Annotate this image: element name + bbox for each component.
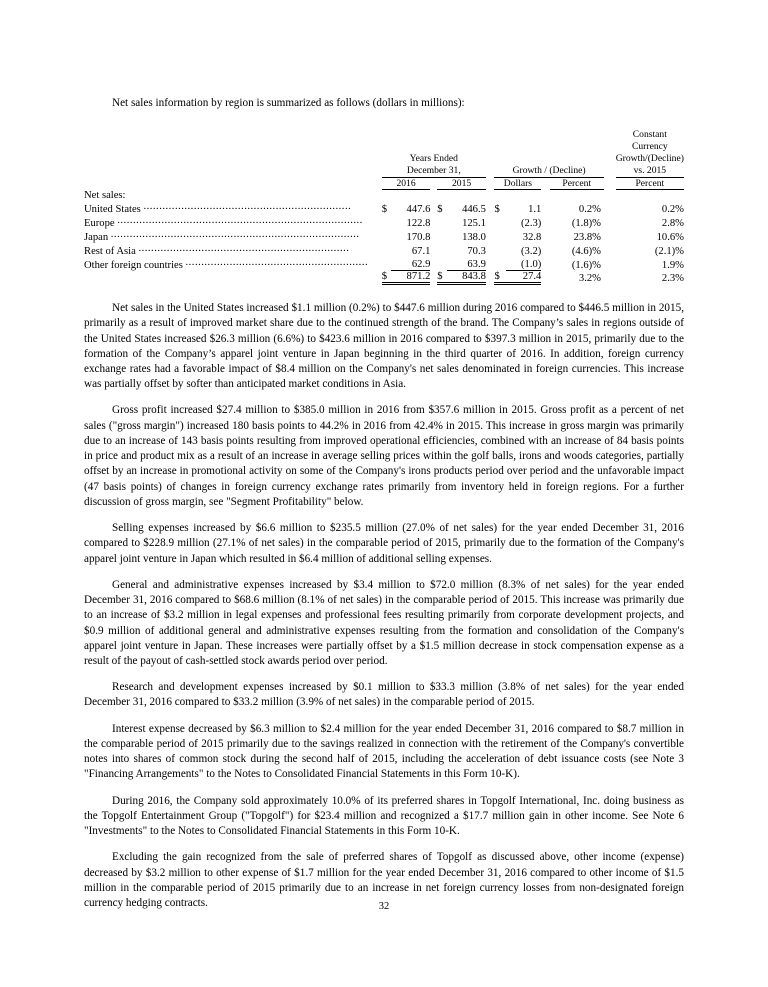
row-label: Other foreign countries .......................................................... [84,256,369,271]
leader-dots: ................................................................... [138,242,350,254]
row-label: Japan ............................................................................... [84,228,360,243]
total-2015-currency: $ [437,271,446,284]
cell-percent-symbol: % [592,217,601,229]
paragraph-research-development: Research and development expenses increased by $0.1 million to $33.3 million (3.8% of net sales) for the year ended December 31, 2016 compared to $33.2 million (3.9% of net sales) in the comparable period of 2015. [84,681,684,709]
cell-2015-currency [437,243,446,257]
header-col-2016: 2016 [382,178,431,190]
cell-percent-symbol: % [592,203,601,215]
total-percent-symbol: % [592,272,601,284]
cell-2016: 62.9 [391,257,430,271]
cell-percent: (4.6) [571,245,593,257]
table-row [84,243,684,257]
header-col-percent: Percent [550,178,604,190]
net-sales-by-region-table [84,129,684,285]
header-years-ended: Years Ended December 31, [406,153,461,177]
cell-2016: 447.6 [406,203,431,215]
cell-2015: 63.9 [447,257,486,271]
cell-dollars: 1.1 [528,203,542,215]
cell-dollars: (2.3) [521,217,542,229]
cell-percent: 0.2 [578,203,593,215]
cell-2016: 67.1 [411,245,431,257]
paragraph-net-sales-us: Net sales in the United States increased $1.1 million (0.2%) to $447.6 million during 2016 compared to $446.5 million in 2015, primarily as a result of improved market share due to the continued strength of the brand. The Company’s sales in regions outside of the United States increased $26.3 million (6.6%) to $423.6 million in 2016 compared to $397.3 million in 2015, primarily due to the formation of the Company’s apparel joint venture in Japan beginning in the third quarter of 2016. In addition, foreign currency exchange rates had a favorable impact of $8.4 million on the Company's net sales denominated in foreign currencies. This increase was partially offset by softer than anticipated market conditions in Asia. [84,302,684,391]
cell-cc-percent: 10.6% [656,231,684,243]
header-constant-currency: Constant Currency Growth/(Decline) vs. 2015 [615,129,684,177]
cell-percent: 23.8 [573,231,593,243]
cell-dollars: (1.0) [506,257,542,271]
row-label: United States .................................................................. [84,200,352,215]
total-cc-percent: 2.3% [661,272,684,284]
total-2015: 843.8 [447,271,486,284]
cell-dollars-currency [494,215,505,229]
cell-cc-percent: (2.1)% [654,245,684,257]
header-growth-decline: Growth / (Decline) [512,165,586,177]
cell-2016: 122.8 [406,217,431,229]
paragraph-interest-expense: Interest expense decreased by $6.3 million to $2.4 million for the year ended December 31, 2016 compared to $8.7 million in the comparable period of 2015 primarily due to the savings realized in connection with the retirement of the Company's convertible notes into shares of common stock during the second half of 2015, including the acceleration of debt issuance costs (see Note 3 "Financing Arrangements" to the Notes to Consolidated Financial Statements in this Form 10-K). [84,722,684,781]
cell-2015-currency [437,257,446,271]
cell-percent-symbol: % [592,245,601,257]
cell-dollars: (3.2) [521,245,542,257]
table-row [84,229,684,243]
cell-2015-currency [437,229,446,243]
paragraph-topgolf-sale: During 2016, the Company sold approximately 10.0% of its preferred shares in Topgolf International, Inc. doing business as the Topgolf Entertainment Group ("Topgolf") for $23.4 million and recognized a $17.7 million gain in other income. See Note 6 "Investments" to the Notes to Consolidated Financial Statements in this Form 10-K. [84,794,684,838]
leader-dots: .......................................................... [185,256,369,268]
cell-2015-currency: $ [437,203,443,215]
cell-percent: (1.6) [571,259,593,271]
cell-2015: 138.0 [462,231,486,243]
row-label: Rest of Asia ................................................................... [84,242,350,257]
cell-2015: 125.1 [462,217,486,229]
header-col-2015: 2015 [437,178,486,190]
table-row [84,215,684,229]
leader-dots: .............................................................................. [117,214,363,226]
cell-percent-symbol: % [592,259,601,271]
cell-2016-currency [382,229,391,243]
total-2016: 871.2 [391,271,430,284]
cell-cc-percent: 1.9% [661,259,684,271]
cell-2016-currency [382,257,391,271]
table-row [84,201,684,215]
cell-percent-symbol: % [592,231,601,243]
section-label-net-sales: Net sales: [84,189,126,201]
cell-cc-percent: 2.8% [661,217,684,229]
total-percent: 3.2 [578,272,593,284]
cell-cc-percent: 0.2% [661,203,684,215]
cell-dollars: 32.8 [522,231,542,243]
cell-dollars-currency [494,257,505,271]
cell-2016-currency [382,243,391,257]
cell-dollars-currency [494,229,505,243]
leader-dots: .................................................................. [143,200,352,212]
intro-paragraph: Net sales information by region is summarized as follows (dollars in millions): [112,97,465,109]
leader-dots: ............................................................................... [110,228,360,240]
paragraph-other-income-expense: Excluding the gain recognized from the sale of preferred shares of Topgolf as discussed above, other income (expense) decreased by $3.2 million to other expense of $1.7 million for the year ended December 31, 2016 compared to other income of $1.5 million in the comparable period of 2015 primarily due to an increase in net foreign currency losses from non-designated foreign currency hedging contracts. [84,851,684,910]
total-label [84,271,382,284]
row-label: Europe .............................................................................. [84,214,363,229]
cell-2015-currency [437,215,446,229]
table-section-label-row [84,190,684,201]
cell-2015: 70.3 [467,245,486,257]
cell-dollars-currency: $ [494,203,500,215]
header-col-dollars: Dollars [494,178,541,190]
paragraph-selling-expenses: Selling expenses increased by $6.6 million to $235.5 million (27.0% of net sales) for the year ended December 31, 2016 compared to $228.9 million (27.1% of net sales) in the comparable period of 2015, primarily due to the formation of the Company's apparel joint venture in Japan which resulted in $6.4 million of additional selling expenses. [84,522,684,565]
table-header-group-row [84,129,684,177]
table-header-sub-row [84,178,684,190]
paragraph-general-administrative: General and administrative expenses increased by $3.4 million to $72.0 million (8.3% of net sales) for the year ended December 31, 2016 compared to $68.6 million (8.1% of net sales) in the comparable period of 2015. This increase was primarily due to an increase of $3.2 million in legal expenses and professional fees resulting primarily from corporate development projects, and $0.9 million of additional general and administrative expenses resulting from the formation and consolidation of the Company's apparel joint venture in Japan. These increases were partially offset by a $1.5 million decrease in stock compensation expense as a result of the payout of cash-settled stock awards period over period. [84,578,684,667]
cell-percent: (1.8) [571,217,593,229]
cell-2016: 170.8 [406,231,431,243]
total-2016-currency: $ [382,271,391,284]
table-total-row [84,271,684,284]
page-number: 32 [378,901,390,912]
cell-2016-currency: $ [381,203,387,215]
total-dollars: 27.4 [506,271,542,284]
cell-2016-currency [382,215,391,229]
total-dollars-currency: $ [494,271,505,284]
cell-dollars-currency [494,243,505,257]
header-col-cc-percent: Percent [616,178,684,190]
paragraph-gross-profit: Gross profit increased $27.4 million to $385.0 million in 2016 from $357.6 million in 2015. Gross profit as a percent of net sales ("gross margin") increased 180 basis points to 44.2% in 2016 from 42.4% in 2015. This increase in gross margin was primarily due to an increase of 143 basis points resulting from improved operational efficiencies, combined with an increase of 84 basis points in price and product mix as a result of an increase in average selling prices within the golf balls, irons and woods categories, partially offset by an increase in promotional activity on some of the Company's irons products period over period and the unfavorable impact (47 basis points) of changes in foreign currency exchange rates primarily from inventory held in foreign regions. For a further discussion of gross margin, see "Segment Profitability" below. [84,404,684,508]
cell-2015: 446.5 [462,203,486,215]
table-row [84,257,684,271]
